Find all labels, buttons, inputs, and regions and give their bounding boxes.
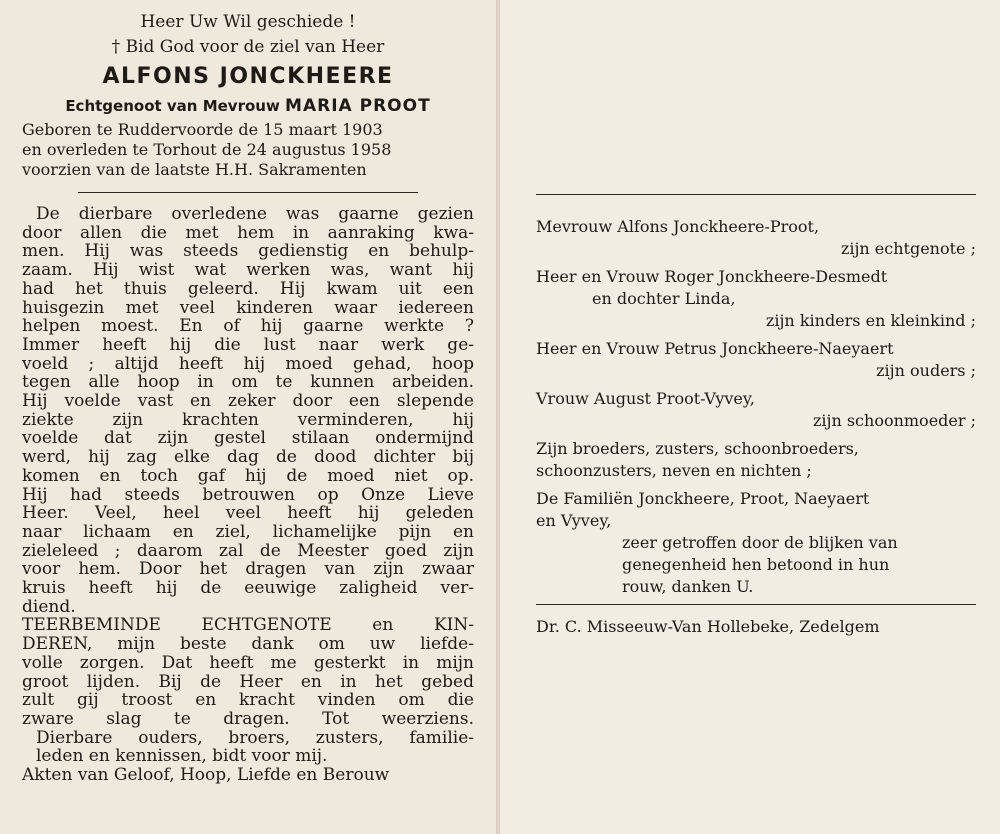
memorial-text-line: naar lichaam en ziel, lichamelijke pijn en (22, 521, 474, 542)
birth-line: Geboren te Ruddervoorde de 15 maart 1903 (22, 120, 383, 139)
memorial-text-line: volle zorgen. Dat heeft me gesterkt in mijn (22, 652, 474, 673)
sacraments-line: voorzien van de laatste H.H. Sakramenten (22, 160, 367, 179)
memorial-text-line: zult gij troost en kracht vinden om die (22, 690, 474, 711)
memorial-text-line: voeld ; altijd heeft hij moed gehad, hoop (22, 353, 474, 374)
memorial-text-line: men. Hij was steeds gedienstig en behulp- (22, 241, 474, 262)
family-entry (536, 338, 976, 382)
memorial-text-line: Hij voelde vast en zeker door een slepende (22, 391, 474, 412)
memorial-text-line: voelde dat zijn gestel stilaan ondermijnd (22, 428, 474, 449)
memorial-text-line: komen en toch gaf hij de moed niet op. (22, 465, 474, 486)
family-entry (536, 488, 976, 598)
family-entry-sub: schoonzusters, neven en nichten ; (536, 461, 812, 480)
left-page (0, 0, 496, 834)
thanks-line: zeer getroffen door de blijken van (622, 533, 898, 552)
memorial-text-line: groot lijden. Bij de Heer en in het gebed (22, 671, 474, 692)
family-entry-name: Zijn broeders, zusters, schoonbroeders, (536, 439, 859, 458)
family-entry-relation: zijn echtgenote ; (840, 239, 976, 258)
memorial-text-line: diend. (22, 596, 76, 617)
thanks-line: genegenheid hen betoond in hun (622, 555, 890, 574)
memorial-text-line: zieleleed ; daarom zal de Meester goed zijn (22, 540, 474, 561)
memorial-text-line: Dierbare ouders, broers, zusters, familie- (36, 727, 474, 748)
memorial-text-line: Immer heeft hij die lust naar werk ge- (22, 334, 474, 355)
family-entry-name: Vrouw August Proot-Vyvey, (536, 389, 755, 408)
family-entry-name: Mevrouw Alfons Jonckheere-Proot, (536, 217, 820, 236)
memorial-text-line: ziekte zijn krachten verminderen, hij (22, 409, 474, 430)
printer-signature: Dr. C. Misseeuw-Van Hollebeke, Zedelgem (536, 617, 880, 636)
family-entry-relation: zijn kinders en kleinkind ; (765, 311, 976, 330)
spouse-prefix: Echtgenoot van Mevrouw (65, 97, 280, 115)
spouse-line (22, 94, 474, 118)
right-bottom-divider (536, 604, 976, 605)
family-entry-name: Heer en Vrouw Petrus Jonckheere-Naeyaert (536, 339, 894, 358)
heading-line-1: Heer Uw Wil geschiede ! (140, 12, 356, 32)
memorial-text-line: De dierbare overledene was gaarne gezien (36, 204, 474, 224)
thanks-line: rouw, danken U. (622, 577, 754, 596)
family-entry-name: De Familiën Jonckheere, Proot, Naeyaert (536, 489, 870, 508)
family-entry-name: Heer en Vrouw Roger Jonckheere-Desmedt (536, 267, 888, 286)
memorial-text-line: zaam. Hij wist wat werken was, want hij (22, 260, 474, 281)
memorial-text-line: zware slag te dragen. Tot weerziens. (22, 708, 474, 729)
heading-line-2: † Bid God voor de ziel van Heer (111, 37, 385, 57)
memorial-text-line: tegen alle hoop in om te kunnen arbeiden. (22, 372, 474, 393)
spouse-name: MARIA PROOT (285, 96, 431, 116)
memorial-text-line: Hij had steeds betrouwen op Onze Lieve (22, 484, 474, 505)
memorial-text (22, 205, 474, 785)
death-line: en overleden te Torhout de 24 augustus 1958 (22, 140, 392, 159)
family-entry (536, 216, 976, 260)
memorial-text-line: kruis heeft hij de eeuwige zaligheid ver- (22, 578, 474, 599)
memorial-text-line: huisgezin met veel kinderen waar iedereen (22, 297, 474, 318)
memorial-text-line: Akten van Geloof, Hoop, Liefde en Berouw (22, 765, 390, 786)
right-page (500, 0, 1000, 834)
memorial-text-line: Heer. Veel, heel veel heeft hij geleden (22, 503, 474, 524)
memorial-text-line: door allen die met hem in aanraking kwa- (22, 222, 474, 243)
birth-death-info (22, 120, 474, 180)
family-entry (536, 266, 976, 332)
left-divider (78, 192, 418, 193)
memorial-text-line: DEREN, mijn beste dank om uw liefde- (22, 634, 474, 655)
family-entry-relation: zijn ouders ; (876, 361, 976, 380)
family-entry (536, 388, 976, 432)
deceased-name: ALFONS JONCKHEERE (102, 64, 394, 89)
memorial-text-line: voor hem. Door het dragen van zijn zwaar (22, 559, 474, 580)
family-entry (536, 438, 976, 482)
family-list (536, 216, 976, 604)
family-entry-sub: en Vyvey, (536, 511, 612, 530)
memorial-text-line: helpen moest. En of hij gaarne werkte ? (22, 316, 474, 337)
memorial-text-line: werd, hij zag elke dag de dood dichter bij (22, 447, 474, 468)
right-top-divider (536, 194, 976, 195)
memorial-text-line: TEERBEMINDE ECHTGENOTE en KIN- (22, 615, 474, 636)
memorial-text-line: leden en kennissen, bidt voor mij. (36, 746, 328, 767)
family-entry-sub: en dochter Linda, (592, 289, 736, 308)
family-entry-relation: zijn schoonmoeder ; (812, 411, 976, 430)
memorial-text-line: had het thuis geleerd. Hij kwam uit een (22, 278, 474, 299)
